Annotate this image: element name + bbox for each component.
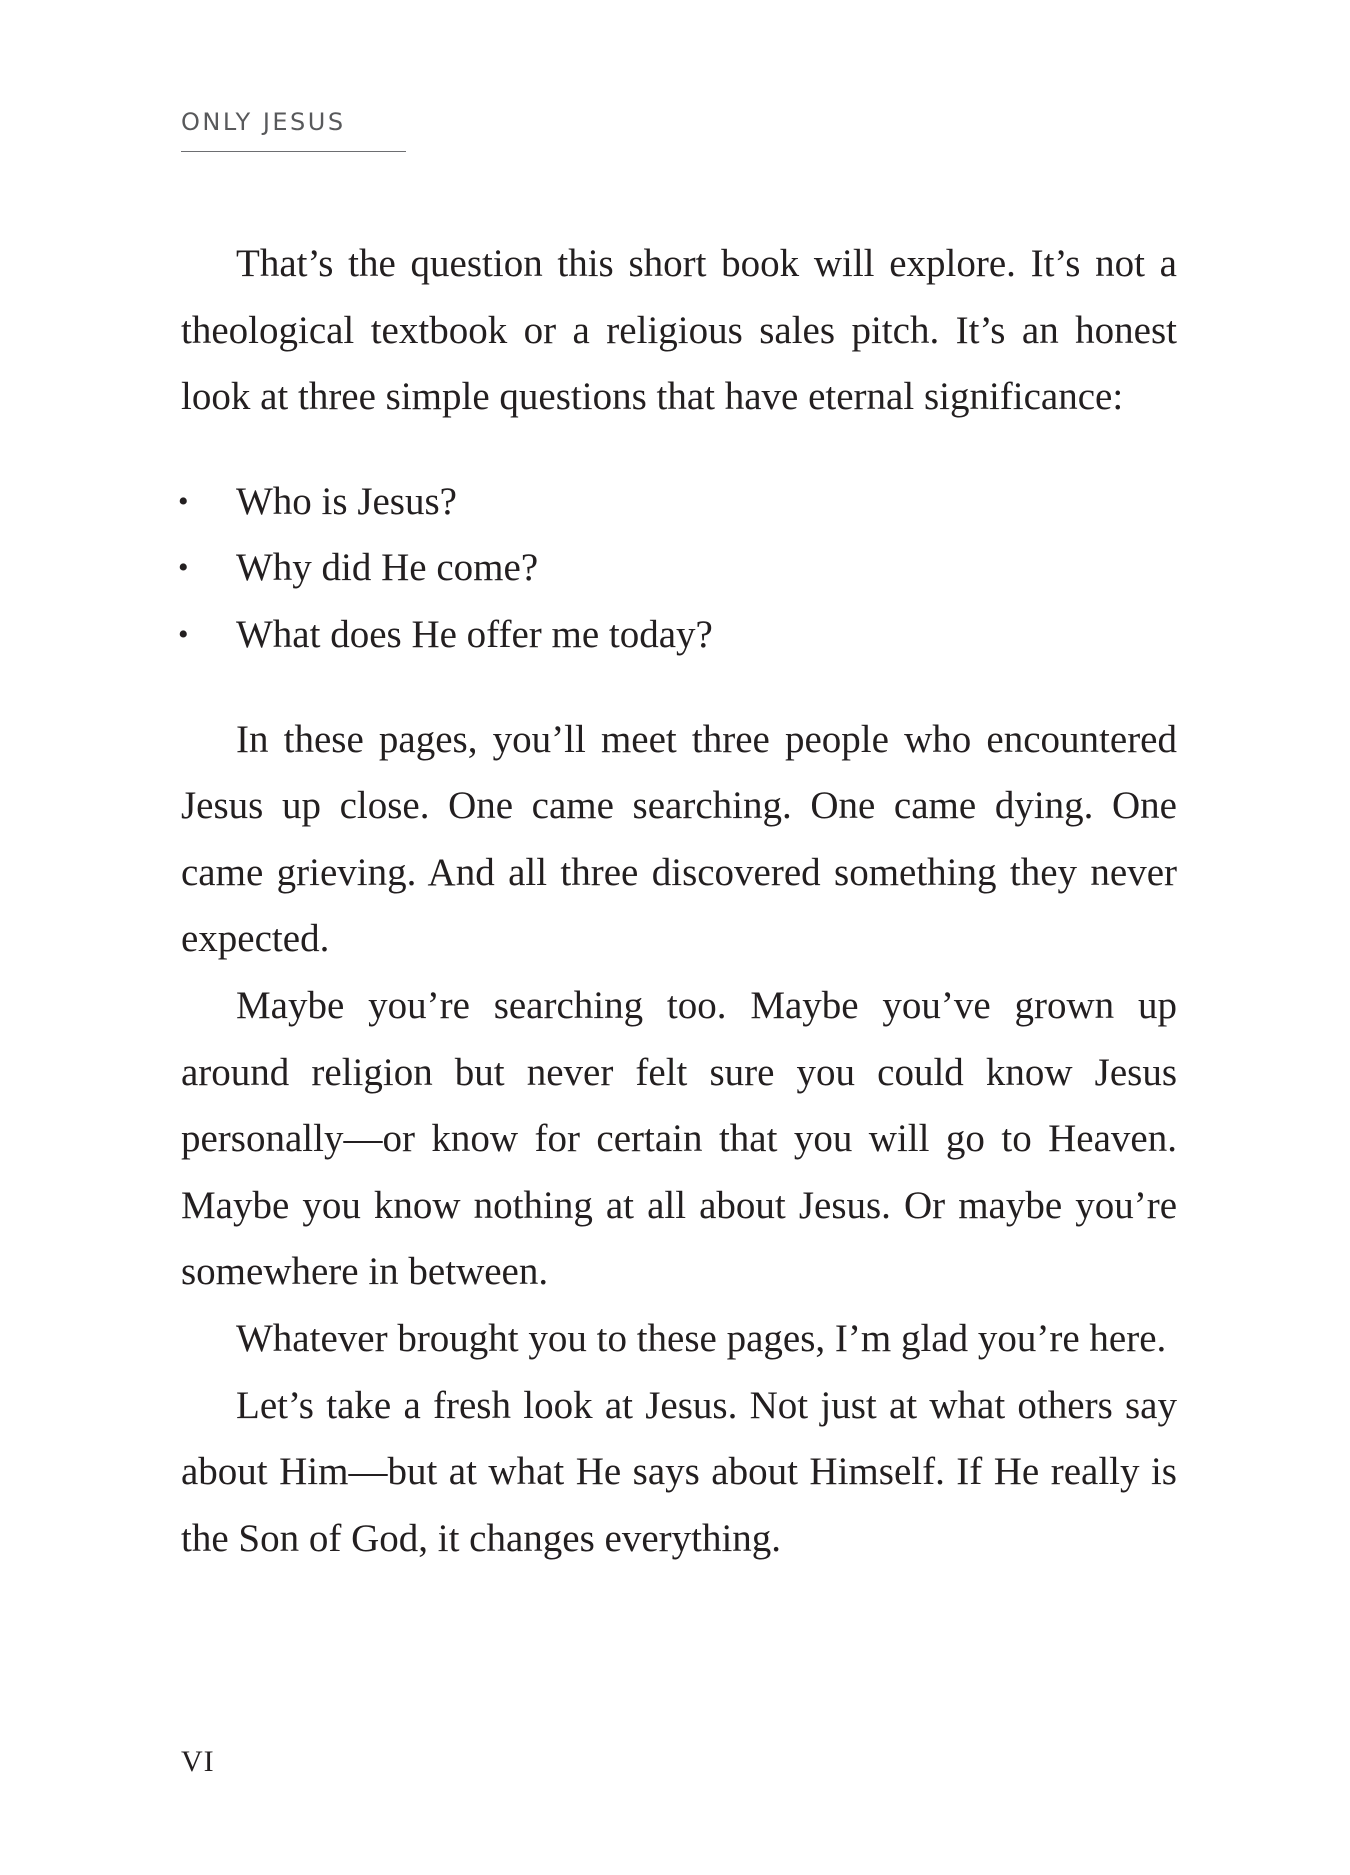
list-item (178, 469, 1177, 536)
list-item-text: Who is Jesus? (236, 479, 457, 523)
list-item-text: Why did He come? (236, 546, 539, 590)
list-item (178, 602, 1177, 669)
question-list (178, 469, 1177, 669)
paragraph-fresh-look: Let’s take a fresh look at Jesus. Not just at what others say about Him—but at what He says about Himself. If He really is the Son of God, it changes everything. (181, 1383, 1177, 1560)
bullet-icon: • (178, 551, 189, 585)
page-number: VI (181, 1745, 215, 1778)
running-head: ONLY JESUS (181, 108, 346, 136)
paragraph-intro: That’s the question this short book will explore. It’s not a theological textbook or a religious sales pitch. It’s an honest look at three simple questions that have eternal significance: (181, 242, 1177, 419)
bullet-icon: • (178, 484, 189, 518)
running-head-rule (181, 151, 406, 152)
paragraph-welcome: Whatever brought you to these pages, I’m glad you’re here. (236, 1316, 1167, 1360)
list-item (178, 535, 1177, 602)
paragraph-three-people: In these pages, you’ll meet three people who encountered Jesus up close. One came searching. One came dying. One came grieving. And all three discovered something they never expected. (181, 717, 1177, 961)
bullet-icon: • (178, 617, 189, 651)
body-text (178, 231, 1177, 1572)
list-item-text: What does He offer me today? (236, 612, 713, 656)
paragraph-searching: Maybe you’re searching too. Maybe you’ve grown up around religion but never felt sure you could know Jesus personally—or know for certain that you will go to Heaven. Maybe you know nothing at all about Jesus. Or maybe you’re somewhere in between. (181, 983, 1177, 1294)
